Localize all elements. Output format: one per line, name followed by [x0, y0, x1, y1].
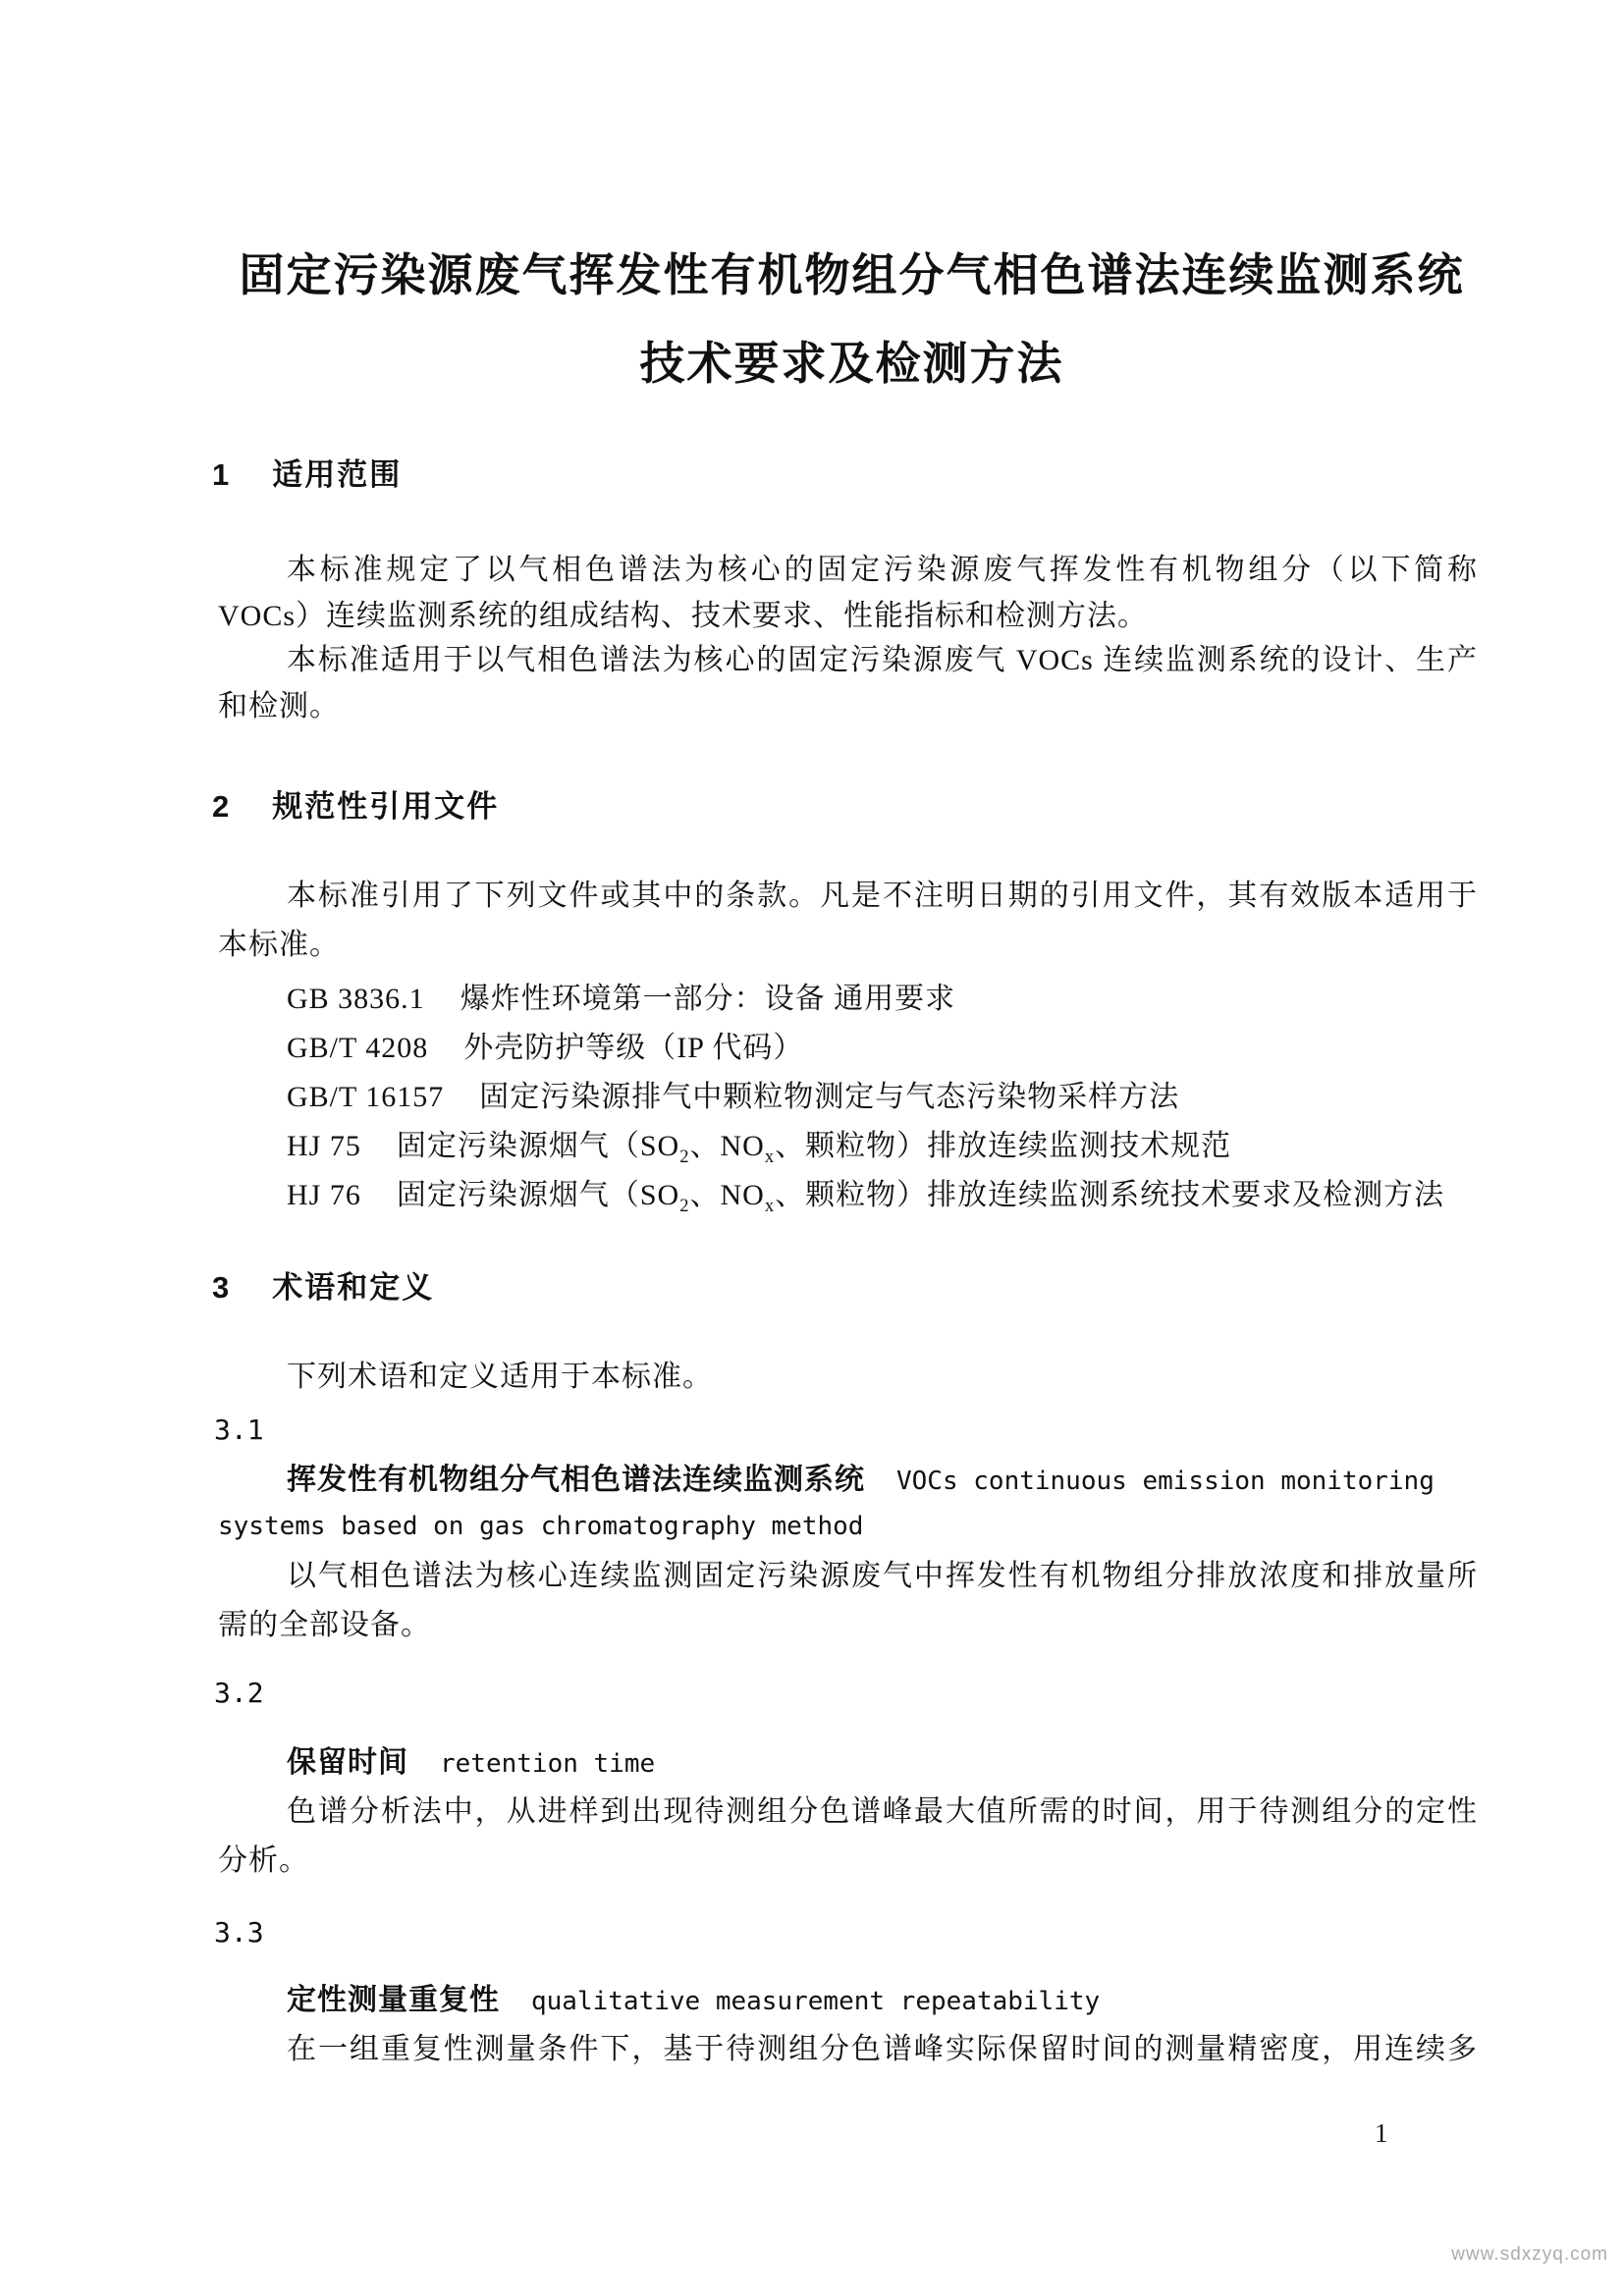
- term-3-3-english: qualitative measurement repeatability: [531, 1987, 1101, 2016]
- term-3-2: [287, 1746, 655, 1781]
- s2-intro-line-2: 本标准。: [218, 929, 340, 961]
- reference-title: 外壳防护等级（IP 代码）: [463, 1032, 804, 1064]
- reference-title: 固定污染源烟气（$SO_2$、$NO_x$、颗粒物）排放连续监测技术规范: [396, 1130, 1232, 1167]
- reference-item: [287, 1081, 1179, 1115]
- s1-paragraph-2-line-1: 本标准适用于以气相色谱法为核心的固定污染源废气 VOCs 连续监测系统的设计、生产: [287, 644, 1478, 676]
- reference-code: GB/T 16157: [287, 1081, 445, 1113]
- section-2-label: 规范性引用文件: [272, 789, 500, 824]
- document-title-line-2: 技术要求及检测方法: [639, 338, 1064, 389]
- reference-item: [287, 1130, 1232, 1167]
- term-3-1: [287, 1464, 1435, 1498]
- term-3-3-definition-line-1: 在一组重复性测量条件下，基于待测组分色谱峰实际保留时间的测量精密度，用连续多: [287, 2033, 1478, 2065]
- term-3-1-english: VOCs continuous emission monitoring: [896, 1467, 1435, 1496]
- document-title-line-1: 固定污染源废气挥发性有机物组分气相色谱法连续监测系统: [239, 249, 1465, 300]
- term-3-2-english: retention time: [440, 1749, 656, 1779]
- s1-paragraph-1-line-2: VOCs）连续监测系统的组成结构、技术要求、性能指标和检测方法。: [218, 600, 1149, 632]
- term-3-3-chinese: 定性测量重复性: [287, 1984, 500, 2016]
- term-3-2-definition-line-2: 分析。: [218, 1844, 309, 1877]
- reference-item: [287, 983, 955, 1017]
- section-3-number: 3: [212, 1270, 232, 1305]
- term-3-1-chinese: 挥发性有机物组分气相色谱法连续监测系统: [287, 1464, 865, 1496]
- reference-code: HJ 75: [287, 1130, 361, 1162]
- section-1-number: 1: [212, 457, 232, 492]
- reference-title: 固定污染源排气中颗粒物测定与气态污染物采样方法: [479, 1081, 1180, 1113]
- reference-item: [287, 1032, 803, 1066]
- term-3-2-chinese: 保留时间: [287, 1746, 408, 1779]
- term-3-1-definition-line-1: 以气相色谱法为核心连续监测固定污染源废气中挥发性有机物组分排放浓度和排放量所: [287, 1560, 1478, 1592]
- s3-intro: 下列术语和定义适用于本标准。: [287, 1361, 713, 1393]
- term-3-1-definition-line-2: 需的全部设备。: [218, 1609, 431, 1641]
- term-3-3: [287, 1984, 1100, 2018]
- watermark: www.sdxzyq.com: [1451, 2244, 1608, 2265]
- reference-title: 爆炸性环境第一部分：设备 通用要求: [460, 983, 956, 1015]
- s1-paragraph-1-line-1: 本标准规定了以气相色谱法为核心的固定污染源废气挥发性有机物组分（以下简称: [287, 554, 1478, 586]
- reference-item: [287, 1179, 1445, 1216]
- section-3-label: 术语和定义: [272, 1270, 435, 1305]
- reference-title: 固定污染源烟气（$SO_2$、$NO_x$、颗粒物）排放连续监测系统技术要求及检测方法: [396, 1179, 1445, 1216]
- section-3-heading: [212, 1270, 434, 1306]
- term-3-2-number: 3.2: [214, 1677, 264, 1709]
- section-2-number: 2: [212, 789, 232, 824]
- s1-paragraph-2-line-2: 和检测。: [218, 690, 340, 722]
- page-number: 1: [1375, 2118, 1388, 2148]
- s2-intro-line-1: 本标准引用了下列文件或其中的条款。凡是不注明日期的引用文件，其有效版本适用于: [287, 880, 1478, 912]
- term-3-3-number: 3.3: [214, 1916, 264, 1949]
- term-3-2-definition-line-1: 色谱分析法中，从进样到出现待测组分色谱峰最大值所需的时间，用于待测组分的定性: [287, 1795, 1478, 1828]
- term-3-1-english-continued: systems based on gas chromatography method: [218, 1512, 864, 1541]
- section-2-heading: [212, 789, 499, 825]
- term-3-1-number: 3.1: [214, 1414, 264, 1446]
- reference-code: HJ 76: [287, 1179, 361, 1211]
- reference-code: GB 3836.1: [287, 983, 425, 1015]
- section-1-heading: [212, 457, 402, 493]
- reference-code: GB/T 4208: [287, 1032, 429, 1064]
- section-1-label: 适用范围: [272, 457, 403, 492]
